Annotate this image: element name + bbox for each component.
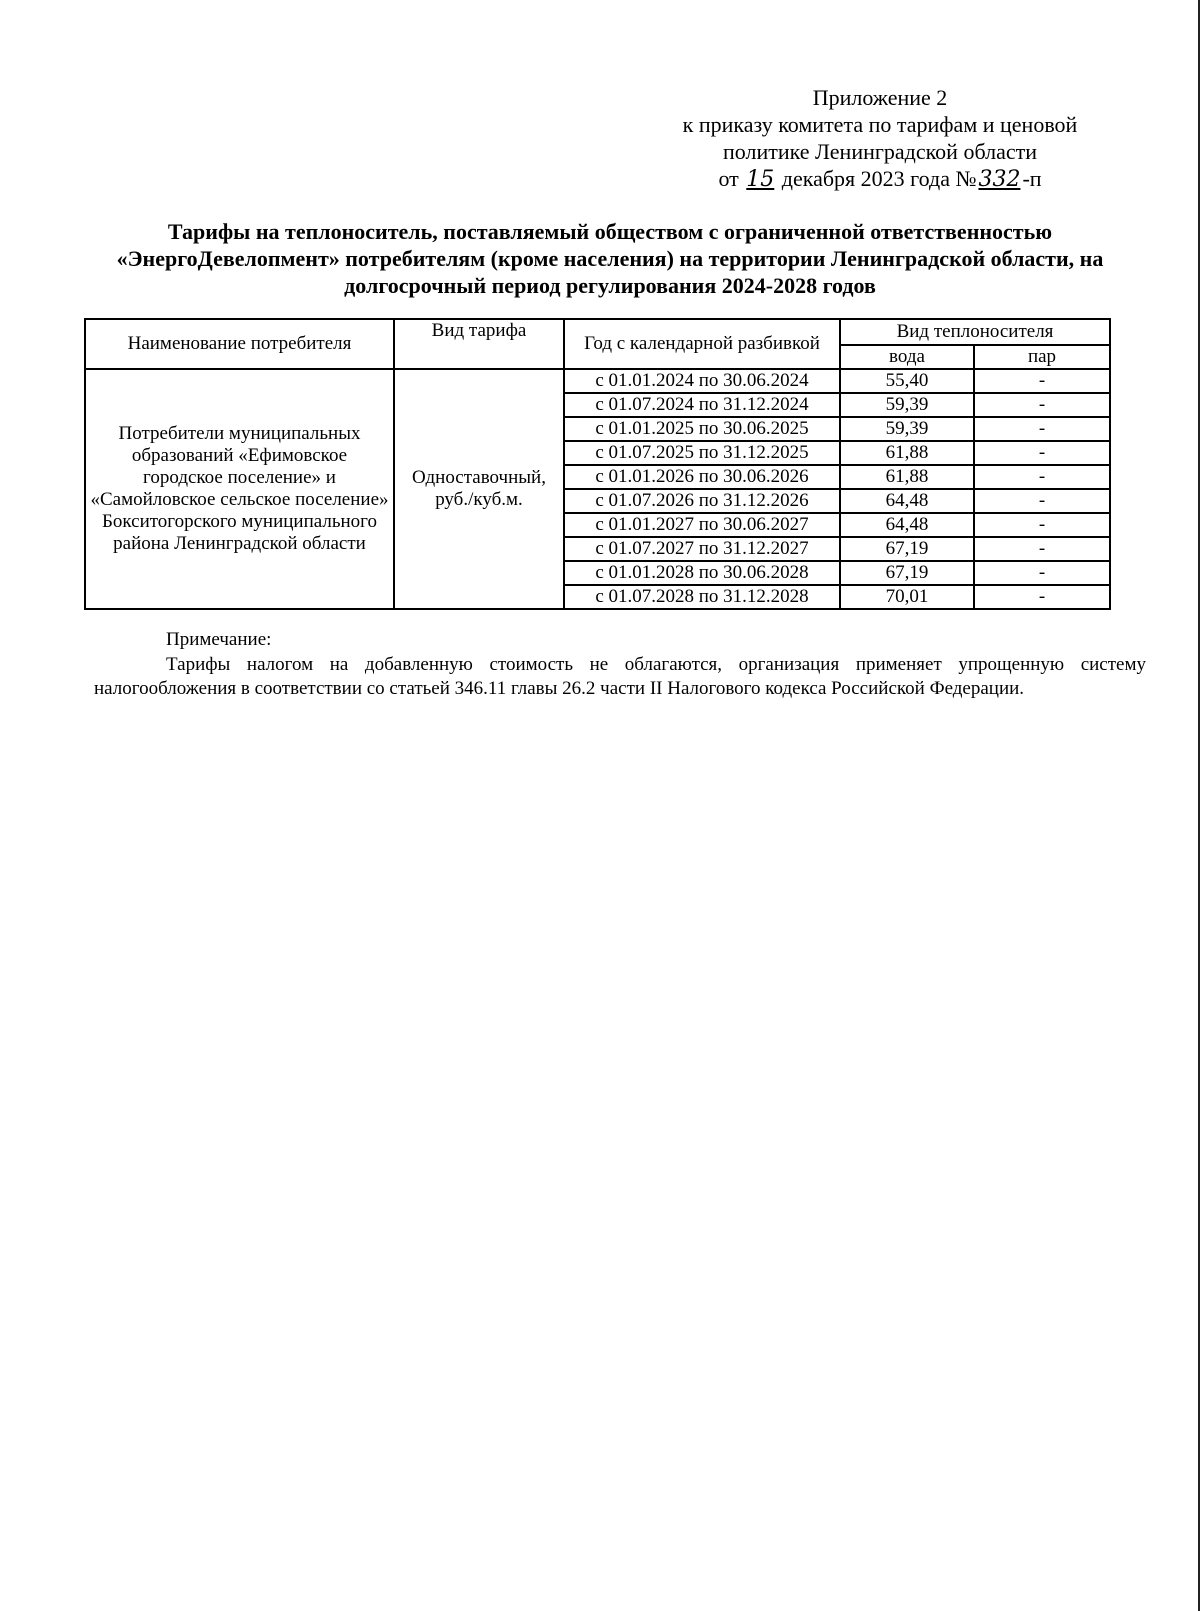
steam-cell: -: [974, 465, 1110, 489]
period-cell: с 01.01.2026 по 30.06.2026: [564, 465, 840, 489]
consumer-cell: Потребители муниципальных образований «Ефимовское городское поселение» и «Самойловское сельское поселение» Бокситогорского муниципального района Ленинградской области: [85, 369, 394, 609]
table-row: [85, 369, 1110, 393]
document-title: Тарифы на теплоноситель, поставляемый обществом с ограниченной ответственностью «ЭнергоДевелопмент» потребителям (кроме населения) на территории Ленинградской области, на долгосрочный период регулирования 2024-2028 годов: [116, 219, 1104, 298]
header-carrier: Вид теплоносителя: [840, 319, 1110, 345]
water-cell: 59,39: [840, 393, 974, 417]
note-label: Примечание:: [166, 629, 272, 650]
tariff-type-cell: Одноставочный, руб./куб.м.: [394, 369, 564, 609]
period-cell: с 01.01.2024 по 30.06.2024: [564, 369, 840, 393]
water-cell: 67,19: [840, 561, 974, 585]
period-cell: с 01.07.2025 по 31.12.2025: [564, 441, 840, 465]
appendix-line-1: Приложение 2: [812, 85, 948, 110]
steam-cell: -: [974, 369, 1110, 393]
date-middle: декабря 2023 года №: [781, 166, 977, 191]
water-cell: 59,39: [840, 417, 974, 441]
tariff-table: [84, 318, 1111, 610]
steam-cell: -: [974, 489, 1110, 513]
header-steam: пар: [974, 345, 1110, 369]
note-text: Тарифы налогом на добавленную стоимость не облагаются, организация применяет упрощенную систему налогообложения в соответствии со статьей 346.11 главы 26.2 части II Налогового кодекса Российской Федерации.: [94, 654, 1146, 699]
steam-cell: -: [974, 441, 1110, 465]
steam-cell: -: [974, 393, 1110, 417]
header-consumer: Наименование потребителя: [85, 319, 394, 369]
period-cell: с 01.01.2027 по 30.06.2027: [564, 513, 840, 537]
water-cell: 64,48: [840, 489, 974, 513]
water-cell: 70,01: [840, 585, 974, 609]
period-cell: с 01.01.2025 по 30.06.2025: [564, 417, 840, 441]
period-cell: с 01.07.2026 по 31.12.2026: [564, 489, 840, 513]
water-cell: 64,48: [840, 513, 974, 537]
handwritten-day: 15: [746, 167, 775, 192]
steam-cell: -: [974, 561, 1110, 585]
steam-cell: -: [974, 417, 1110, 441]
appendix-header: [640, 84, 1120, 193]
water-cell: 67,19: [840, 537, 974, 561]
steam-cell: -: [974, 537, 1110, 561]
header-water: вода: [840, 345, 974, 369]
period-cell: с 01.07.2024 по 31.12.2024: [564, 393, 840, 417]
steam-cell: -: [974, 585, 1110, 609]
water-cell: 61,88: [840, 441, 974, 465]
water-cell: 61,88: [840, 465, 974, 489]
period-cell: с 01.07.2028 по 31.12.2028: [564, 585, 840, 609]
appendix-line-3: политике Ленинградской области: [722, 139, 1037, 164]
order-number-suffix: -п: [1022, 166, 1042, 191]
handwritten-order-number: 332: [978, 167, 1021, 192]
water-cell: 55,40: [840, 369, 974, 393]
appendix-order-date: [640, 165, 1120, 193]
header-tariff-type: Вид тарифа: [394, 319, 564, 369]
appendix-line-2: к приказу комитета по тарифам и ценовой: [682, 112, 1078, 137]
period-cell: с 01.07.2027 по 31.12.2027: [564, 537, 840, 561]
header-period: Год с календарной разбивкой: [564, 319, 840, 369]
date-prefix: от: [718, 166, 739, 191]
period-cell: с 01.01.2028 по 30.06.2028: [564, 561, 840, 585]
steam-cell: -: [974, 513, 1110, 537]
